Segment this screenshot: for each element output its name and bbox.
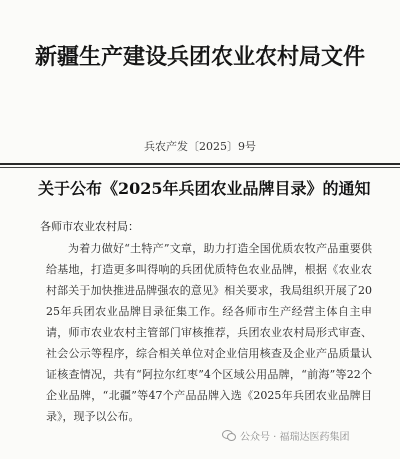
document-number: 兵农产发〔2025〕9号 [144,140,256,153]
issuer-header: 新疆生产建设兵团农业农村局文件 [34,44,365,70]
addressee: 各师市农业农村局： [40,220,139,233]
watermark-text: 公众号 · 福瑞达医药集团 [240,432,350,443]
header-divider-thick [0,163,400,165]
wechat-icon [222,430,236,441]
header-divider-thin [0,167,400,168]
body-paragraph: 为着力做好“土特产”文章，助力打造全国优质农牧产品重要供给基地，打造更多叫得响的兵团优质特色农业品牌，根据《农业农村部关于加快推进品牌强农的意见》相关要求，我局组织开展了2025年兵团农业品牌目录征集工作。经各师市生产经营主体自主申请，师市农业农村主管部门审核推荐，兵团农业农村局形式审查、社会公示等程序，综合相关单位对企业信用核查及企业产品质量认证核查情况，共有“阿拉尔红枣”4个区域公用品牌，“前海”等22个企业品牌，“北疆”等47个产品品牌入选《2025年兵团农业品牌目录》，现予以公布。 [46,242,372,423]
watermark [222,428,350,443]
notice-title: 关于公布《2025年兵团农业品牌目录》的通知 [38,179,371,198]
